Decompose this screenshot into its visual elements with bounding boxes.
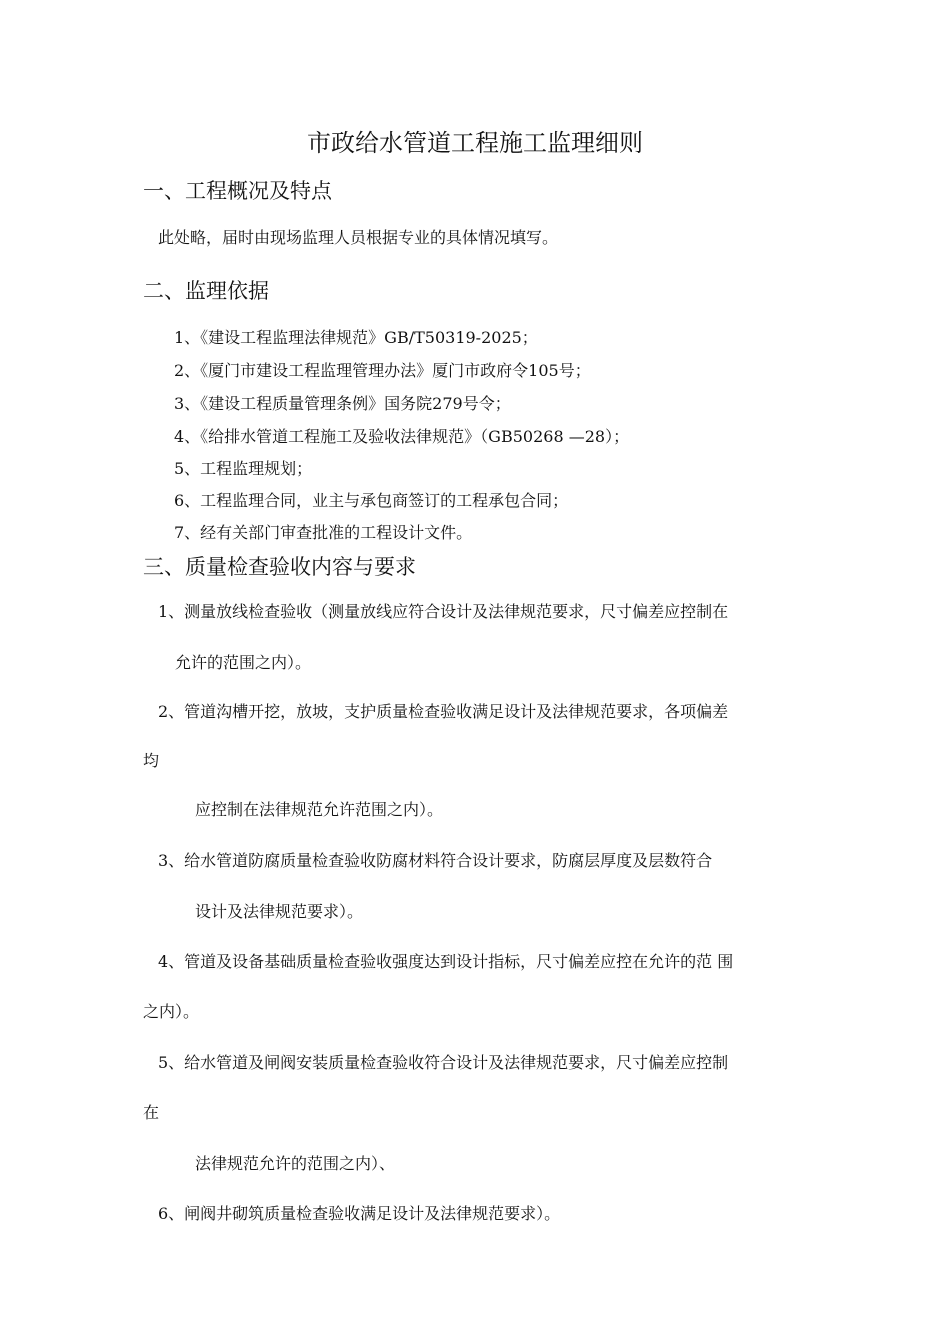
- requirement-line: 之内）。: [143, 1002, 200, 1021]
- requirement-line: 均: [143, 751, 160, 770]
- requirement-line: 5、给水管道及闸阀安装质量检查验收符合设计及法律规范要求，尺寸偏差应控制: [158, 1053, 729, 1072]
- requirement-line: 3、给水管道防腐质量检查验收防腐材料符合设计要求，防腐层厚度及层数符合: [158, 851, 713, 870]
- basis-item-2: 2、《厦门市建设工程监理管理办法》厦门市政府令105号；: [174, 361, 591, 380]
- section1-body: 此处略，届时由现场监理人员根据专业的具体情况填写。: [158, 228, 559, 247]
- section3-heading: 三、质量检查验收内容与要求: [143, 555, 416, 579]
- basis-item-4: 4、《给排水管道工程施工及验收法律规范》（GB50268 —28）；: [174, 427, 630, 446]
- section2-heading: 二、监理依据: [143, 279, 269, 303]
- requirement-line: 4、管道及设备基础质量检查验收强度达到设计指标，尺寸偏差应控在允许的范 围: [158, 952, 734, 971]
- basis-item-1: 1、《建设工程监理法律规范》GB/T50319-2025；: [174, 328, 538, 347]
- basis-item-3: 3、《建设工程质量管理条例》国务院279号令；: [174, 394, 511, 413]
- section1-heading: 一、工程概况及特点: [143, 179, 332, 203]
- document-title: 市政给水管道工程施工监理细则: [307, 129, 643, 157]
- basis-item-7: 7、经有关部门审查批准的工程设计文件。: [174, 523, 473, 542]
- requirement-line: 1、测量放线检查验收（测量放线应符合设计及法律规范要求，尺寸偏差应控制在: [158, 602, 729, 621]
- requirement-line: 6、闸阀井砌筑质量检查验收满足设计及法律规范要求）。: [158, 1204, 561, 1223]
- basis-item-6: 6、工程监理合同，业主与承包商签订的工程承包合同；: [174, 491, 569, 510]
- requirement-line: 设计及法律规范要求）。: [195, 902, 364, 921]
- basis-item-5: 5、工程监理规划；: [174, 459, 313, 478]
- requirement-line: 2、管道沟槽开挖，放坡，支护质量检查验收满足设计及法律规范要求，各项偏差: [158, 702, 729, 721]
- requirement-line: 在: [143, 1103, 160, 1122]
- requirement-line: 法律规范允许的范围之内）、: [195, 1154, 396, 1173]
- requirement-line: 允许的范围之内）。: [175, 653, 312, 672]
- requirement-line: 应控制在法律规范允许范围之内）。: [195, 800, 444, 819]
